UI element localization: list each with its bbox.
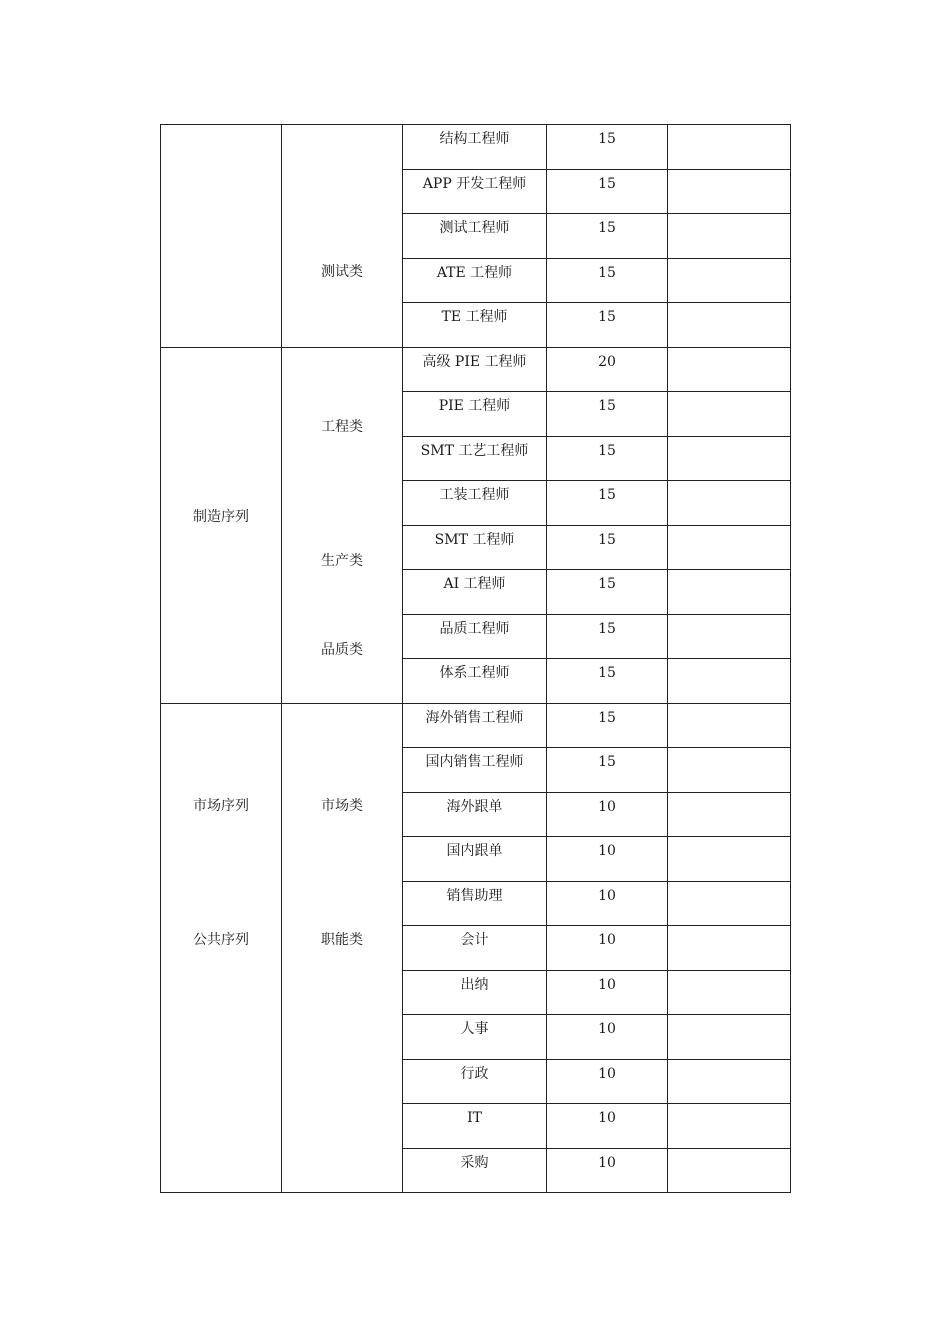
position-cell: 品质工程师 <box>403 614 547 659</box>
sequence-cell-zhizao <box>161 347 282 703</box>
position-cell: APP 开发工程师 <box>403 169 547 214</box>
position-cell: 销售助理 <box>403 881 547 926</box>
score-cell: 10 <box>547 1104 668 1149</box>
note-cell <box>668 125 791 170</box>
sequence-cell-empty <box>161 125 282 348</box>
category-cell-gongcheng-shengchan-pinzhi <box>282 347 403 703</box>
note-cell <box>668 926 791 971</box>
note-cell <box>668 392 791 437</box>
category-label-gongcheng: 工程类 <box>321 418 363 435</box>
score-cell: 15 <box>547 303 668 348</box>
score-cell: 15 <box>547 125 668 170</box>
table-row <box>161 703 791 748</box>
sequence-label-shichang: 市场序列 <box>193 797 249 814</box>
note-cell <box>668 214 791 259</box>
sequence-label-zhizao: 制造序列 <box>193 508 249 525</box>
note-cell <box>668 1148 791 1193</box>
score-cell: 15 <box>547 748 668 793</box>
score-cell: 15 <box>547 214 668 259</box>
score-cell: 10 <box>547 1015 668 1060</box>
position-cell: 海外跟单 <box>403 792 547 837</box>
score-cell: 10 <box>547 881 668 926</box>
score-cell: 15 <box>547 570 668 615</box>
note-cell <box>668 436 791 481</box>
position-cell: TE 工程师 <box>403 303 547 348</box>
note-cell <box>668 792 791 837</box>
score-cell: 20 <box>547 347 668 392</box>
score-cell: 10 <box>547 1148 668 1193</box>
score-cell: 15 <box>547 436 668 481</box>
note-cell <box>668 481 791 526</box>
score-cell: 15 <box>547 169 668 214</box>
position-cell: SMT 工程师 <box>403 525 547 570</box>
category-label-ceshi: 测试类 <box>321 264 363 280</box>
score-cell: 15 <box>547 258 668 303</box>
position-cell: PIE 工程师 <box>403 392 547 437</box>
table-row <box>161 347 791 392</box>
note-cell <box>668 614 791 659</box>
position-cell: 国内跟单 <box>403 837 547 882</box>
table-row <box>161 125 791 170</box>
score-cell: 15 <box>547 392 668 437</box>
position-cell: SMT 工艺工程师 <box>403 436 547 481</box>
position-cell: 海外销售工程师 <box>403 703 547 748</box>
score-cell: 15 <box>547 614 668 659</box>
category-cell-shichang-zhineng <box>282 703 403 1193</box>
score-cell: 10 <box>547 792 668 837</box>
position-cell: 工装工程师 <box>403 481 547 526</box>
score-cell: 10 <box>547 1059 668 1104</box>
note-cell <box>668 881 791 926</box>
position-cell: 行政 <box>403 1059 547 1104</box>
note-cell <box>668 570 791 615</box>
category-label-zhineng: 职能类 <box>321 931 363 948</box>
note-cell <box>668 1015 791 1060</box>
score-cell: 15 <box>547 659 668 704</box>
score-cell: 10 <box>547 926 668 971</box>
note-cell <box>668 525 791 570</box>
position-score-table <box>160 124 791 1193</box>
category-cell-ceshi <box>282 125 403 348</box>
note-cell <box>668 1059 791 1104</box>
position-cell: 测试工程师 <box>403 214 547 259</box>
position-cell: 人事 <box>403 1015 547 1060</box>
position-cell: 体系工程师 <box>403 659 547 704</box>
position-cell: 高级 PIE 工程师 <box>403 347 547 392</box>
note-cell <box>668 748 791 793</box>
position-cell: ATE 工程师 <box>403 258 547 303</box>
note-cell <box>668 703 791 748</box>
category-label-pinzhi: 品质类 <box>321 641 363 658</box>
score-cell: 10 <box>547 837 668 882</box>
position-cell: 结构工程师 <box>403 125 547 170</box>
position-cell: 国内销售工程师 <box>403 748 547 793</box>
score-cell: 15 <box>547 525 668 570</box>
note-cell <box>668 303 791 348</box>
note-cell <box>668 258 791 303</box>
note-cell <box>668 659 791 704</box>
score-cell: 15 <box>547 481 668 526</box>
position-cell: IT <box>403 1104 547 1149</box>
note-cell <box>668 970 791 1015</box>
position-cell: AI 工程师 <box>403 570 547 615</box>
position-cell: 会计 <box>403 926 547 971</box>
category-label-shichang: 市场类 <box>321 797 363 814</box>
note-cell <box>668 347 791 392</box>
score-cell: 10 <box>547 970 668 1015</box>
note-cell <box>668 1104 791 1149</box>
position-cell: 出纳 <box>403 970 547 1015</box>
score-cell: 15 <box>547 703 668 748</box>
sequence-cell-shichang-gonggong <box>161 703 282 1193</box>
note-cell <box>668 837 791 882</box>
category-label-shengchan: 生产类 <box>321 552 363 569</box>
sequence-label-gonggong: 公共序列 <box>193 931 249 948</box>
note-cell <box>668 169 791 214</box>
position-cell: 采购 <box>403 1148 547 1193</box>
